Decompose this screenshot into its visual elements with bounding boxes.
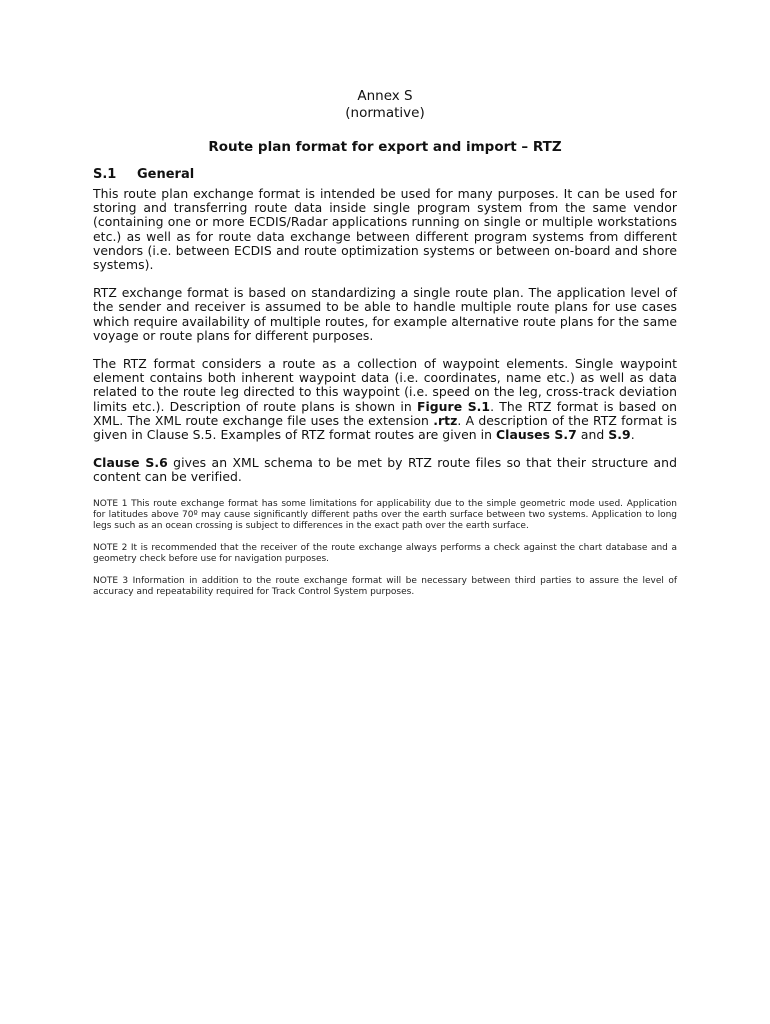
- text-span: . The RTZ format is based on XML. The XML route exchange file uses the extension: [93, 398, 678, 428]
- clause-reference: Clauses S.7: [496, 427, 577, 443]
- section-title: General: [137, 167, 195, 182]
- figure-reference: Figure S.1: [416, 398, 491, 414]
- section-heading: [93, 167, 677, 183]
- text-span: . A description of the RTZ format is given in Clause S.5. Examples of RTZ format routes are given in: [93, 412, 677, 443]
- note-3: NOTE 3 Information in addition to the route exchange format will be necessary between third parties to assure the level of accuracy and repeatability required for Track Control System purposes.: [93, 575, 677, 598]
- paragraph-rtz-format: [93, 357, 677, 442]
- annex-normative-label: (normative): [345, 105, 425, 121]
- file-extension: .rtz: [433, 412, 458, 428]
- note-2: NOTE 2 It is recommended that the receiver of the route exchange always performs a check against the chart database and a geometry check before use for navigation purposes.: [93, 542, 677, 565]
- annex-label: Annex S: [357, 88, 413, 104]
- document-title: Route plan format for export and import – RTZ: [208, 139, 562, 155]
- clause-reference: S.9: [608, 427, 631, 443]
- paragraph-single-route: RTZ exchange format is based on standardizing a single route plan. The application level of the sender and receiver is assumed to be able to handle multiple route plans for use cases which require availability of multiple routes, for example alternative route plans for the same voyage or route plans for different purposes.: [93, 285, 677, 343]
- document-page: [93, 88, 677, 609]
- text-span: gives an XML schema to be met by RTZ route files so that their structure and content can be verified.: [93, 455, 677, 485]
- section-number: S.1: [93, 167, 117, 182]
- paragraph-purpose: This route plan exchange format is intended be used for many purposes. It can be used for storing and transferring route data inside single program system from the same vendor (containing one or more ECDIS/Radar applications running on single or multiple workstations etc.) as well as for route data exchange between different program systems from different vendors (i.e. between ECDIS and route optimization systems or between on-board and shore systems).: [93, 186, 677, 273]
- text-span: .: [630, 427, 635, 443]
- paragraph-xml-schema: [93, 456, 677, 484]
- text-span: and: [576, 427, 609, 443]
- clause-reference: Clause S.6: [93, 455, 168, 471]
- text-span: The RTZ format considers a route as a collection of waypoint elements. Single waypoint element contains both inherent waypoint data (i.e. coordinates, name etc.) as well as data related to the route leg directed to this waypoint (i.e. speed on the leg, cross-track deviation limits etc.). Description of route plans is shown in: [93, 356, 677, 414]
- note-1: NOTE 1 This route exchange format has some limitations for applicability due to the simple geometric mode used. Application for latitudes above 70º may cause significantly different paths over the earth surface between two systems. Application to long legs such as an ocean crossing is subject to differences in the exact path over the earth surface.: [93, 498, 677, 532]
